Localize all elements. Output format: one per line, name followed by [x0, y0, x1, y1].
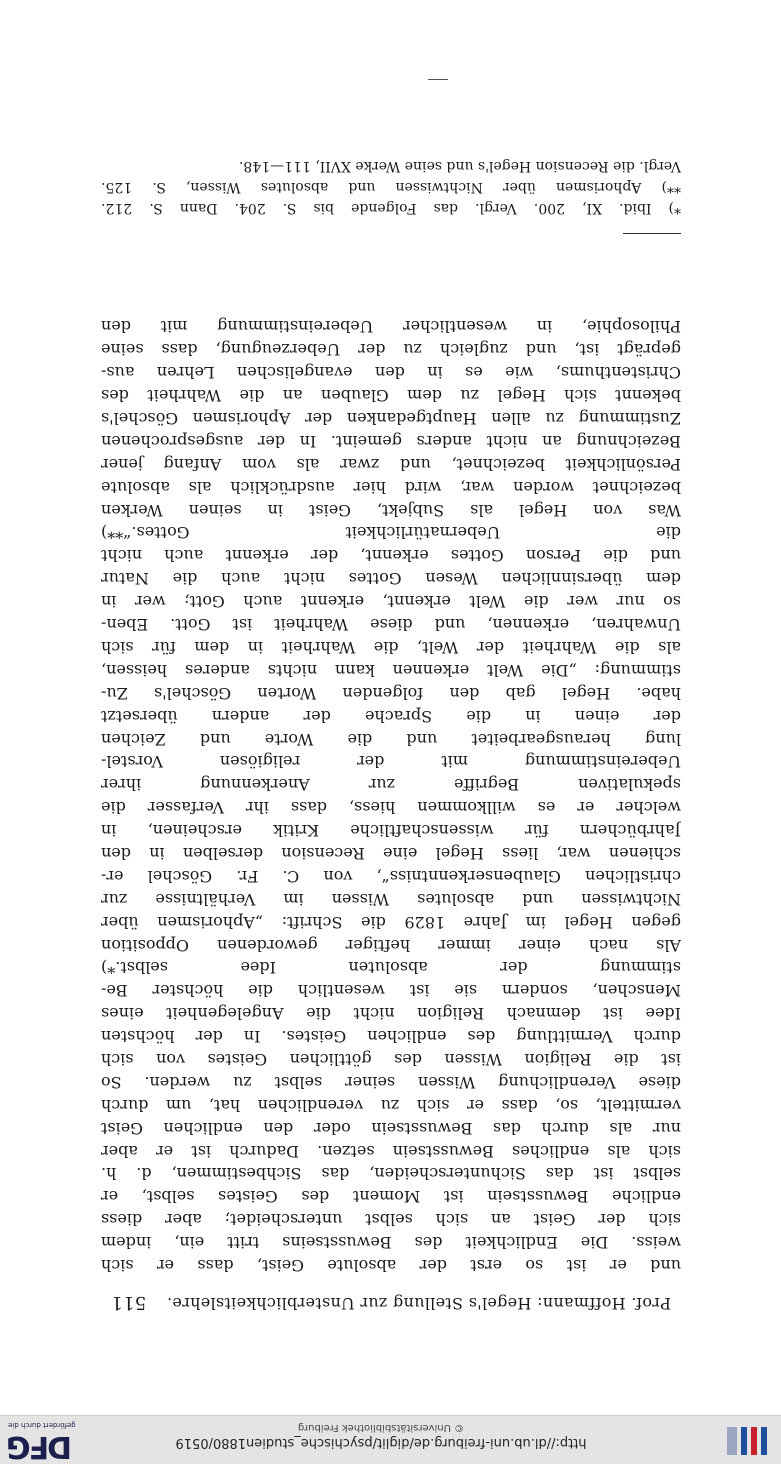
text-line: Als nach einer immer heftiger gewordenen Opposition	[101, 935, 681, 955]
text-line: Bezeichnung an nicht anders gemeint. In der ausgesprochenen	[101, 431, 681, 451]
text-line: durch Vermittlung des endlichen Geistes. In der höchsten	[101, 1027, 681, 1047]
text-line: sich als endliches Bewusstsein setzen. Dadurch ist er aber	[101, 1141, 681, 1161]
text-line: der einen in die Sprache der andern übersetzt	[101, 706, 681, 726]
body-text	[101, 315, 681, 1276]
text-line: welcher er es willkommen hiess, dass ihr Verfasser die	[101, 798, 681, 818]
text-line: stimmung der absoluten Idee selbst.*)	[101, 958, 681, 978]
text-line: und er ist so erst der absolute Geist, dass er sich	[101, 1256, 681, 1275]
text-line: und die Person Gottes erkennt, der erkennt auch nicht	[101, 546, 681, 566]
text-line: Uebereinstimmung mit der religiösen Vorstel-	[101, 752, 681, 772]
text-line: geprägt ist, und zugleich zu der Ueberzeugung, dass seine	[101, 340, 681, 360]
footnote-line: Vergl. die Recension Hegel's und seine Werke XVII, 111—148.	[238, 158, 681, 174]
text-line: diese Verendlichung Wissen seiner selbst zu werden. So	[101, 1072, 681, 1092]
text-line: Unwahren, erkennen, und diese Wahrheit ist Gott. Eben-	[101, 615, 681, 635]
library-logo-icon	[719, 1424, 771, 1458]
text-line: christlichen Glaubenserkenntniss“, von C. Fr. Göschel er-	[101, 866, 681, 886]
text-line: dem übersinnlichen Wesen Gottes nicht auch die Natur	[101, 569, 681, 589]
text-line: Menschen, sondern sie ist wesentlich die höchster Be-	[101, 981, 681, 1001]
text-line: habe. Hegel gab den folgenden Worten Göschel's Zu-	[101, 683, 681, 703]
text-line: nur als durch das Bewusstsein oder den endlichen Geist	[101, 1118, 681, 1138]
page-edge-mark	[428, 79, 448, 80]
text-line: bezeichnet worden war, wird hier ausdrücklich als absolute	[101, 477, 681, 497]
text-line: vermittelt, so, dass er sich zu verendlichen hat, um durch	[101, 1095, 681, 1115]
text-line: Was von Hegel als Subjekt, Geist in seinen Werken	[101, 500, 681, 520]
text-line: Nichtwissen und absolutes Wissen im Verhältnisse zur	[101, 889, 681, 909]
dfg-logo-icon	[6, 1418, 90, 1462]
text-line: endliche Bewusstsein ist Moment des Geistes selbst, er	[101, 1187, 681, 1207]
text-line: Idee ist demnach Religion nicht die Angelegenheit eines	[101, 1004, 681, 1024]
text-line: Philosophie, in wesentlicher Uebereinstimmung mit den	[101, 317, 681, 337]
footnotes	[101, 155, 681, 218]
text-line: ist die Religion Wissen des göttlichen Geistes von sich	[101, 1049, 681, 1069]
text-line: als die Wahrheit der Welt, die Wahrheit in dem für sich	[101, 637, 681, 657]
text-line: gegen Hegel im Jahre 1829 die Schrift: „Aphorismen über	[101, 912, 681, 932]
text-line: Jahrbüchern für wissenschaftliche Kritik erscheinen, in	[101, 821, 681, 841]
running-head-title: Prof. Hoffmann: Hegel's Stellung zur Unsterblichkeitslehre.	[166, 1294, 671, 1313]
dfg-logo-text: DFG	[8, 1429, 73, 1464]
text-line: spekulativen Begriffe zur Anerkennung ihrer	[101, 775, 681, 795]
text-line: Persönlichkeit bezeichnet, und zwar als vom Anfang jener	[101, 454, 681, 474]
text-line: Zustimmung zu allen Hauptgedanken der Aphorismen Göschel's	[101, 409, 681, 429]
text-line: Christenthums, wie es in den evangelischen Lehren aus-	[101, 363, 681, 383]
footnote-line: **) Aphorismen über Nichtwissen und absolutes Wissen, S. 125.	[101, 179, 681, 195]
footnote-line: *) Ibid. XI, 200. Vergl. das Folgende bis S. 204. Dann S. 212.	[101, 200, 681, 216]
footnote-divider	[623, 233, 681, 234]
text-line: bekennt sich Hegel zu dem Glauben an die Wahrheit des	[101, 386, 681, 406]
text-line: stimmung: „Die Welt erkennen kann nichts anderes heissen,	[101, 660, 681, 680]
copyright-notice: © Universitätsbibliothek Freiburg	[297, 1422, 465, 1433]
dfg-funding-note: gefördert durch die	[8, 1421, 76, 1429]
text-line: selbst ist das Sichunterscheiden, das Sichbestimmen, d. h.	[101, 1164, 681, 1184]
viewer-header-bar	[0, 1415, 781, 1464]
source-url-link[interactable]: http://dl.ub.uni-freiburg.de/diglit/psychische_studien1880/0519	[175, 1435, 587, 1450]
text-line: weiss. Die Endlichkeit des Bewusstseins tritt ein, indem	[101, 1233, 681, 1253]
text-line: schienen war, liess Hegel eine Recension derselben in den	[101, 843, 681, 863]
page-number: 511	[111, 1292, 147, 1313]
text-line: so nur wer die Welt erkennt, erkennt auch Gott; wer in	[101, 592, 681, 612]
text-line: sich der Geist an sich selbst unterscheidet; aber diess	[101, 1210, 681, 1230]
text-line: die Uebernatürlichkeit Gottes.“**)	[101, 523, 681, 543]
text-line: lung herausgearbeitet und die Worte und Zeichen	[101, 729, 681, 749]
